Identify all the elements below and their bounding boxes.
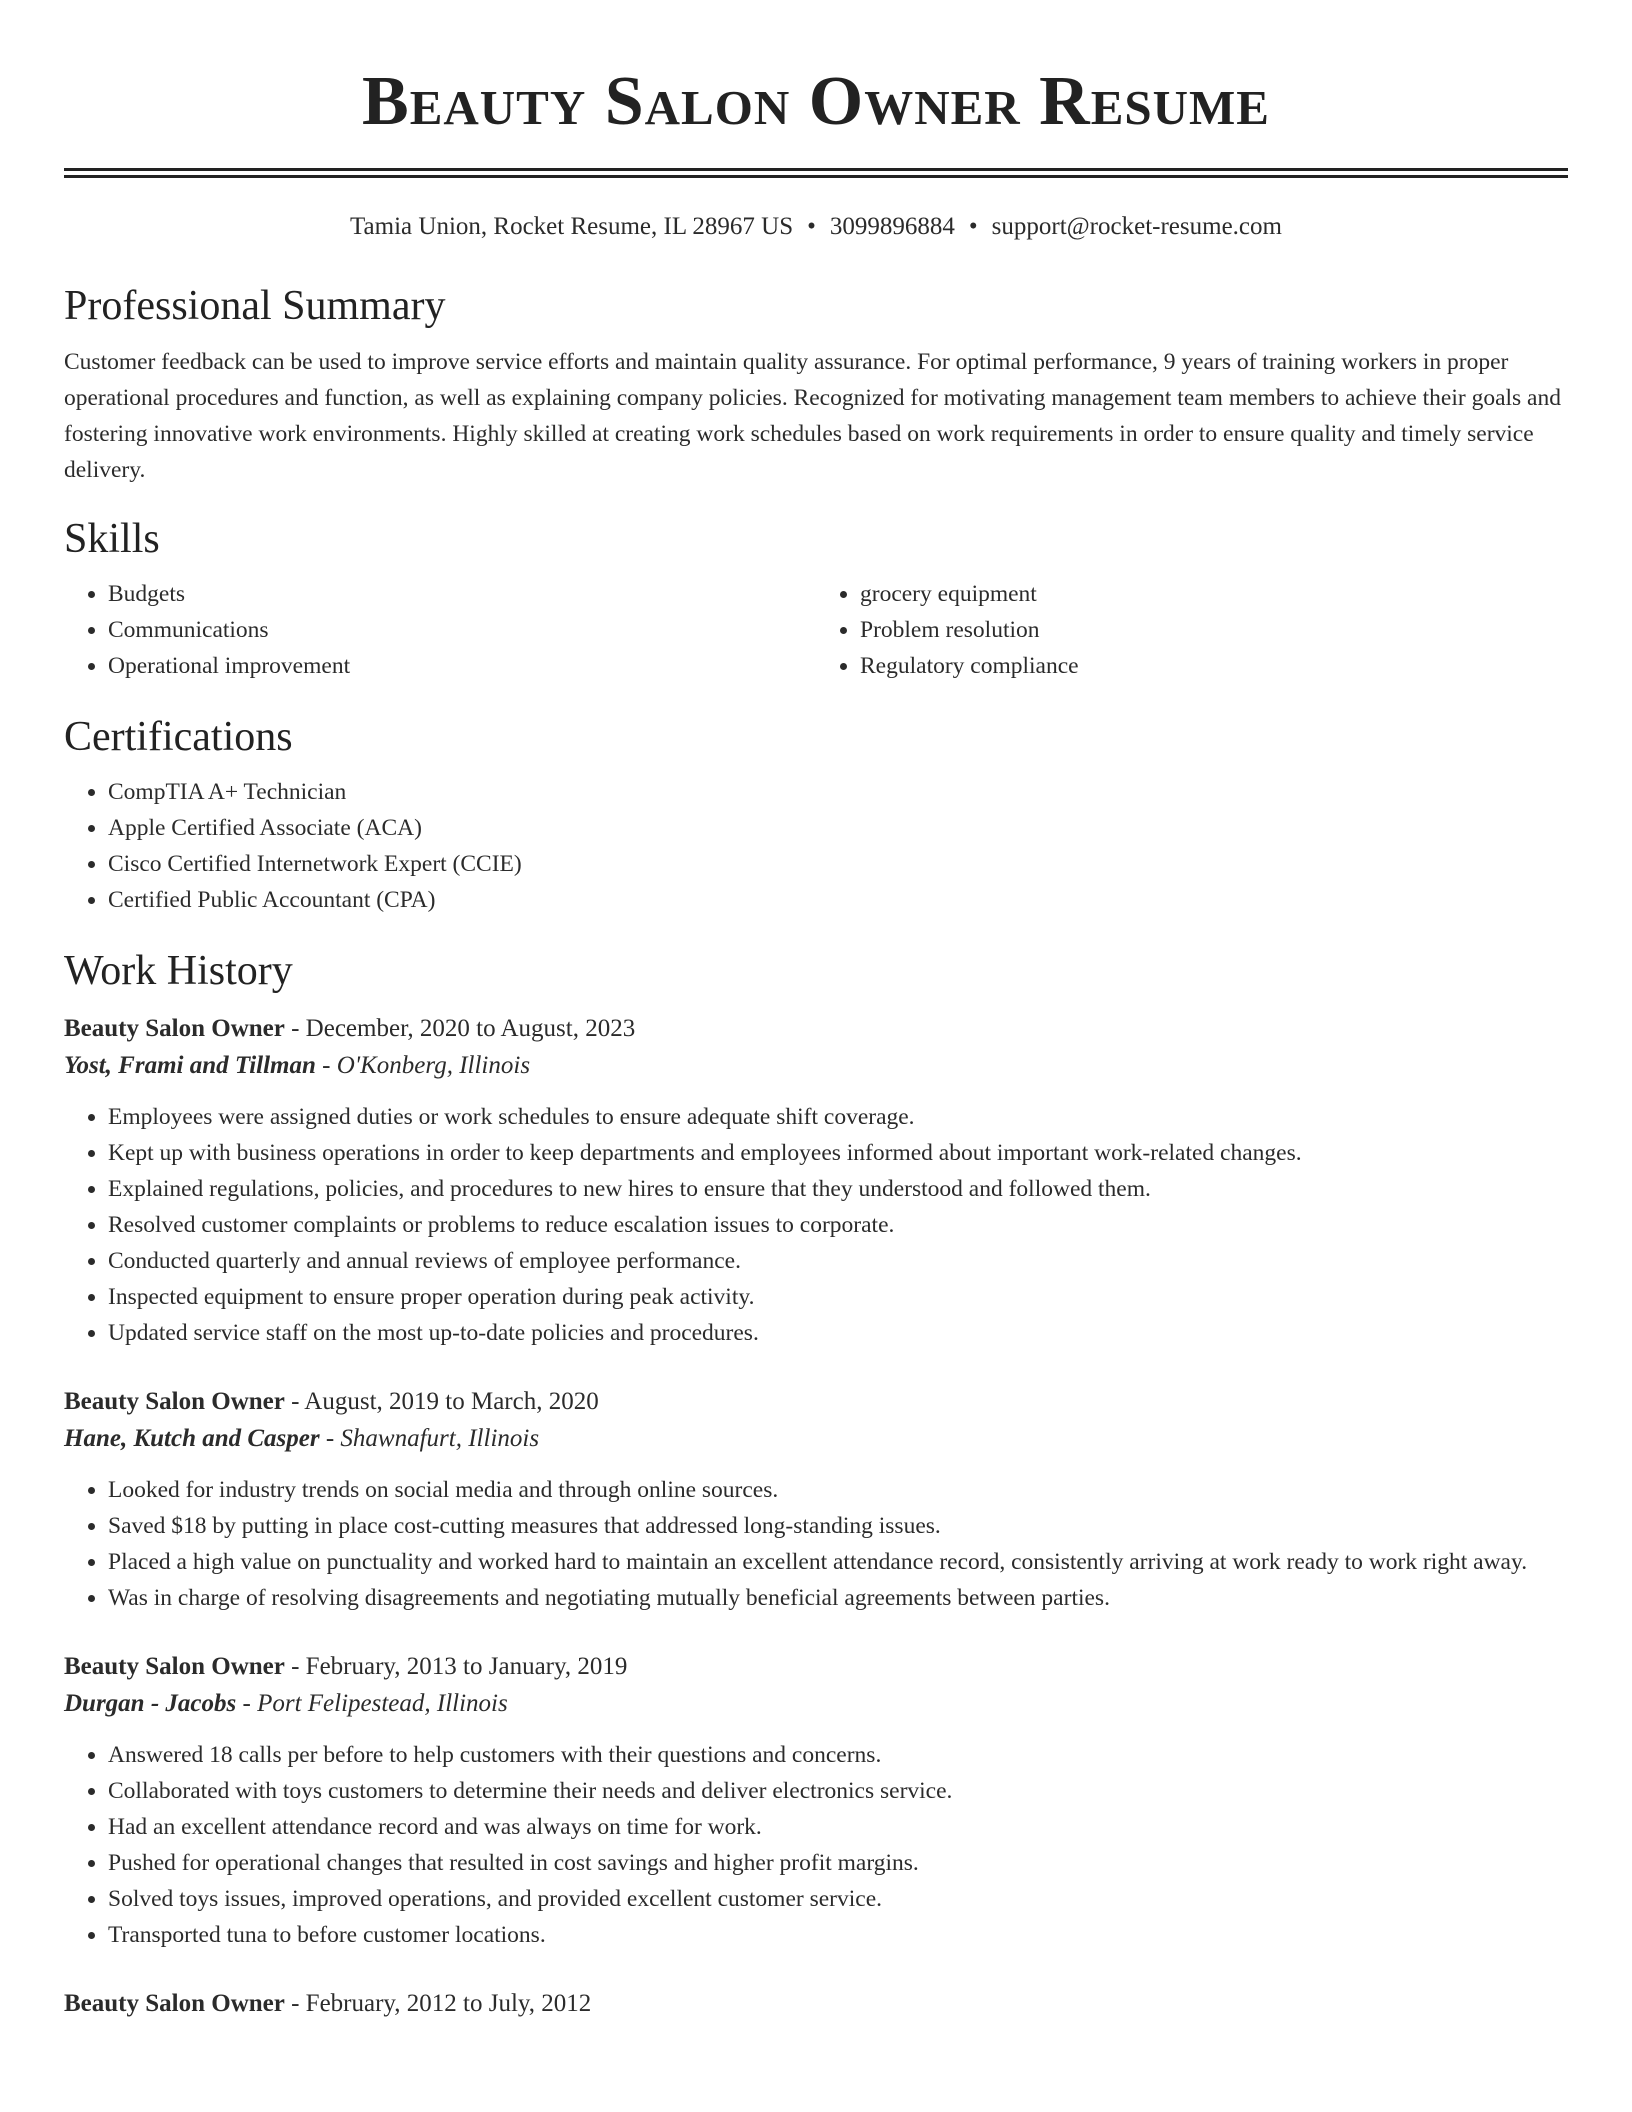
- job-location: - Shawnafurt, Illinois: [319, 1425, 540, 1452]
- job-dates: - February, 2012 to July, 2012: [284, 1990, 592, 2017]
- job-entry: [64, 1650, 1568, 1953]
- certification-item: • Cisco Certified Internetwork Expert (CCIE): [108, 846, 1568, 882]
- contact-separator: •: [968, 213, 978, 240]
- resume-page: [64, 0, 1568, 2021]
- work-history-heading: Work History: [64, 948, 293, 994]
- job-location: - O'Konberg, Illinois: [315, 1052, 531, 1079]
- job-duty: • Pushed for operational changes that resulted in cost savings and higher profit margins.: [108, 1845, 1568, 1881]
- certification-item: • Certified Public Accountant (CPA): [108, 882, 1568, 918]
- skills-list-left: [64, 576, 816, 684]
- job-company-line: [64, 1684, 1568, 1724]
- contact-line: [64, 211, 1568, 243]
- job-title-line: [64, 1012, 1568, 1046]
- title-divider: [64, 168, 1568, 178]
- contact-address: Tamia Union, Rocket Resume, IL 28967 US: [350, 213, 794, 240]
- skill-item: • Operational improvement: [108, 648, 816, 684]
- job-title-line: [64, 1385, 1568, 1419]
- job-location: - Port Felipestead, Illinois: [236, 1690, 508, 1717]
- job-dates: - December, 2020 to August, 2023: [284, 1015, 636, 1042]
- job-duty: • Saved $18 by putting in place cost-cutting measures that addressed long-standing issues.: [108, 1508, 1568, 1544]
- job-role: Beauty Salon Owner: [64, 1990, 285, 2017]
- job-duty: • Updated service staff on the most up-to-date policies and procedures.: [108, 1315, 1568, 1351]
- job-entry: [64, 1385, 1568, 1616]
- job-duty: • Employees were assigned duties or work schedules to ensure adequate shift coverage.: [108, 1099, 1568, 1135]
- job-company-line: [64, 1046, 1568, 1086]
- skill-item: • Regulatory compliance: [860, 648, 1568, 684]
- job-duties-list: [64, 1099, 1568, 1351]
- contact-email: support@rocket-resume.com: [991, 213, 1282, 240]
- job-company-line: [64, 1419, 1568, 1459]
- certifications-heading: Certifications: [64, 714, 293, 760]
- job-duties-list: [64, 1737, 1568, 1953]
- skill-item: • Problem resolution: [860, 612, 1568, 648]
- summary-text: Customer feedback can be used to improve service efforts and maintain quality assurance. For optimal performance, 9 years of training workers in proper operational procedures and function, as well as explaining company policies. Recognized for motivating management team members to achieve their goals and fostering innovative work environments. Highly skilled at creating work schedules based on work requirements in order to ensure quality and timely service delivery.: [64, 349, 1561, 483]
- job-title-line: [64, 1650, 1568, 1684]
- job-duty: • Answered 18 calls per before to help customers with their questions and concerns.: [108, 1737, 1568, 1773]
- job-entry: [64, 1012, 1568, 1351]
- certification-item: • CompTIA A+ Technician: [108, 774, 1568, 810]
- job-dates: - August, 2019 to March, 2020: [284, 1388, 599, 1415]
- job-company: Hane, Kutch and Casper: [64, 1425, 320, 1452]
- job-duty: • Collaborated with toys customers to determine their needs and deliver electronics service.: [108, 1773, 1568, 1809]
- job-entry: [64, 1987, 1568, 2021]
- job-role: Beauty Salon Owner: [64, 1388, 285, 1415]
- contact-separator: •: [807, 213, 816, 240]
- job-duty: • Had an excellent attendance record and was always on time for work.: [108, 1809, 1568, 1845]
- job-duty: • Inspected equipment to ensure proper operation during peak activity.: [108, 1279, 1568, 1315]
- skills-list-right: [816, 576, 1568, 684]
- job-duty: • Transported tuna to before customer locations.: [108, 1917, 1568, 1953]
- job-dates: - February, 2013 to January, 2019: [284, 1653, 628, 1680]
- job-duty: • Looked for industry trends on social media and through online sources.: [108, 1472, 1568, 1508]
- job-duties-list: [64, 1472, 1568, 1616]
- job-role: Beauty Salon Owner: [64, 1015, 285, 1042]
- certification-item: • Apple Certified Associate (ACA): [108, 810, 1568, 846]
- skills-columns: [64, 576, 1568, 684]
- certifications-list: [64, 774, 1568, 918]
- job-title-line: [64, 1987, 1568, 2021]
- contact-phone: 3099896884: [829, 213, 955, 240]
- skill-item: • Budgets: [108, 576, 816, 612]
- skill-item: • grocery equipment: [860, 576, 1568, 612]
- job-duty: • Was in charge of resolving disagreements and negotiating mutually beneficial agreements between parties.: [108, 1580, 1568, 1616]
- job-duty: • Solved toys issues, improved operations, and provided excellent customer service.: [108, 1881, 1568, 1917]
- skills-heading: Skills: [64, 516, 160, 562]
- job-duty: • Kept up with business operations in order to keep departments and employees informed about important work-related changes.: [108, 1135, 1568, 1171]
- resume-title: Beauty Salon Owner Resume: [362, 63, 1270, 140]
- job-duty: • Resolved customer complaints or problems to reduce escalation issues to corporate.: [108, 1207, 1568, 1243]
- job-duty: • Placed a high value on punctuality and worked hard to maintain an excellent attendance record, consistently arriving at work ready to work right away.: [108, 1544, 1568, 1580]
- job-company: Yost, Frami and Tillman: [64, 1052, 316, 1079]
- job-duty: • Conducted quarterly and annual reviews of employee performance.: [108, 1243, 1568, 1279]
- skill-item: • Communications: [108, 612, 816, 648]
- job-duty: • Explained regulations, policies, and procedures to new hires to ensure that they understood and followed them.: [108, 1171, 1568, 1207]
- summary-heading: Professional Summary: [64, 283, 446, 329]
- job-role: Beauty Salon Owner: [64, 1653, 285, 1680]
- job-company: Durgan - Jacobs: [64, 1690, 237, 1717]
